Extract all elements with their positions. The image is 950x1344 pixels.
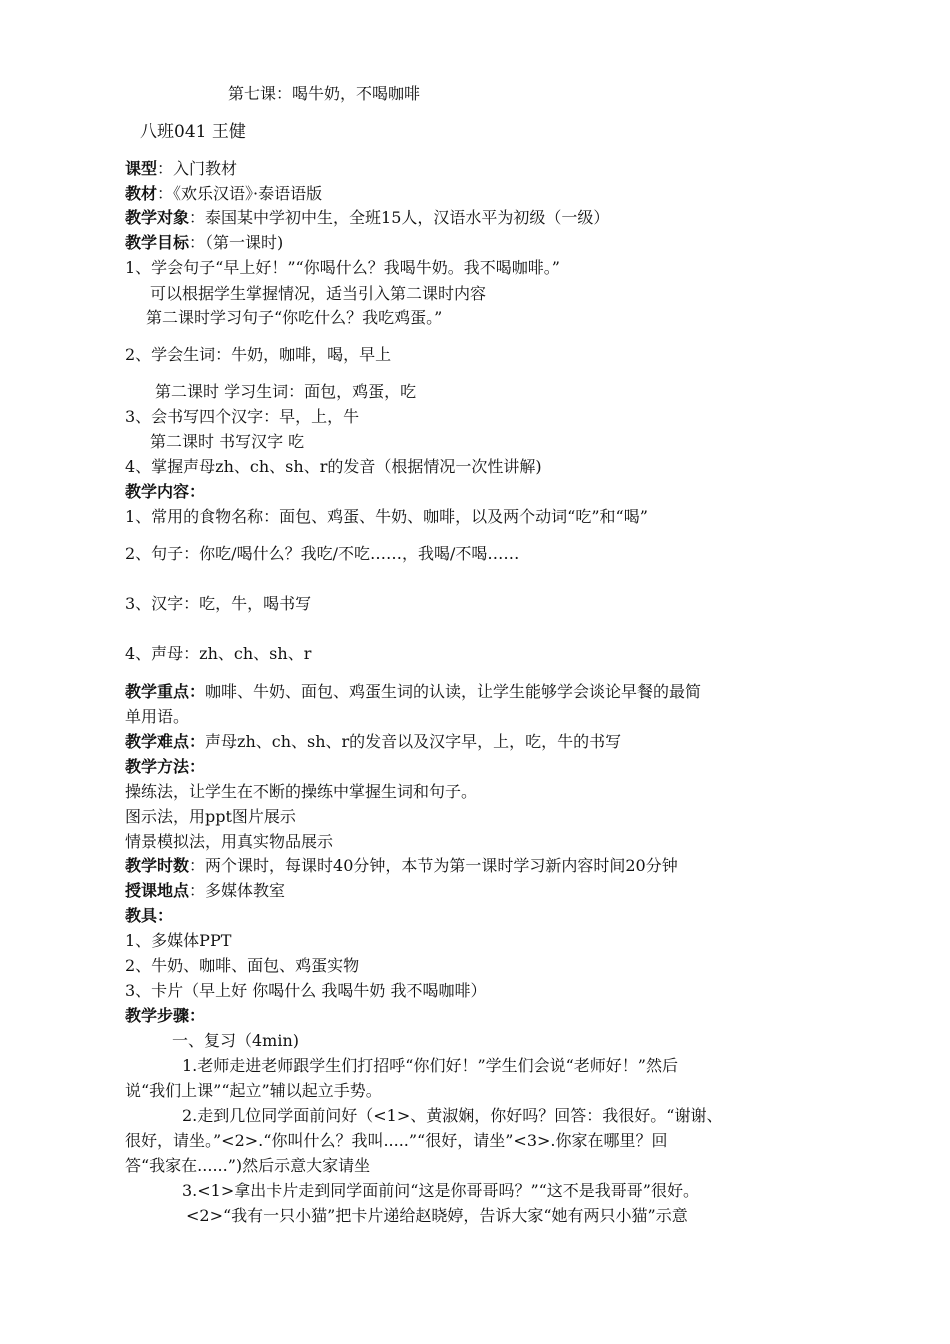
method-line: 情景模拟法，用真实物品展示 — [125, 832, 334, 851]
goal-line: 1、学会句子“早上好！”“你喝什么？我喝牛奶。我不喝咖啡。” — [125, 258, 560, 277]
steps-heading: 教学步骤： — [125, 1006, 206, 1025]
key-point-value: 咖啡、牛奶、面包、鸡蛋生词的认读，让学生能够学会谈论早餐的最简 — [205, 682, 702, 701]
goal-line: 第二课时 书写汉字 吃 — [150, 432, 305, 451]
step-line: 2.走到几位同学面前问好（<1>、黄淑娴，你好吗？回答：我很好。“谢谢、 — [182, 1106, 723, 1125]
meta-material — [125, 183, 322, 205]
teaching-hours — [125, 855, 678, 877]
step-line: 1.老师走进老师跟学生们打招呼“你们好！”学生们会说“老师好！”然后 — [182, 1056, 678, 1075]
method-heading: 教学方法： — [125, 757, 206, 776]
lesson-title: 第七课：喝牛奶，不喝咖啡 — [228, 84, 421, 103]
goal-line: 3、会书写四个汉字：早，上，牛 — [125, 407, 360, 426]
teaching-hours-value: ：两个课时，每课时40分钟，本节为第一课时学习新内容时间20分钟 — [189, 856, 678, 875]
content-line: 3、汉字：吃，牛，喝书写 — [125, 594, 312, 613]
meta-type — [125, 158, 237, 180]
content-line: 4、声母：zh、ch、sh、r — [125, 644, 312, 663]
tools-heading: 教具： — [125, 906, 174, 925]
step-line: 说“我们上课”“起立”辅以起立手势。 — [125, 1081, 382, 1100]
step-line: 答“我家在......”)然后示意大家请坐 — [125, 1156, 371, 1175]
tool-line: 2、牛奶、咖啡、面包、鸡蛋实物 — [125, 956, 360, 975]
meta-audience-value: ：泰国某中学初中生，全班15人，汉语水平为初级（一级） — [189, 208, 610, 227]
key-point-label: 教学重点： — [125, 682, 206, 701]
tool-line: 1、多媒体PPT — [125, 931, 232, 950]
tool-line: 3、卡片（早上好 你喝什么 我喝牛奶 我不喝咖啡） — [125, 981, 487, 1000]
step-line: 很好，请坐。”<2>.“你叫什么？我叫.....”“很好，请坐”<3>.你家在哪里？回 — [125, 1131, 668, 1150]
key-point-continuation: 单用语。 — [125, 707, 190, 726]
step-line: 3.<1>拿出卡片走到同学面前问“这是你哥哥吗？”“这不是我哥哥”很好。 — [182, 1181, 699, 1200]
teaching-place-label: 授课地点 — [125, 881, 190, 900]
teaching-place — [125, 880, 285, 902]
teaching-place-value: ：多媒体教室 — [189, 881, 286, 900]
meta-goal — [125, 232, 283, 254]
difficulty-value: 声母zh、ch、sh、r的发音以及汉字早，上，吃，牛的书写 — [205, 732, 622, 751]
goal-line: 2、学会生词：牛奶，咖啡，喝，早上 — [125, 345, 392, 364]
meta-audience — [125, 207, 609, 229]
key-point — [125, 681, 701, 703]
author-line: 八班041 王健 — [140, 122, 246, 142]
steps-subheading: 一、复习（4min) — [172, 1031, 300, 1050]
difficulty-label: 教学难点： — [125, 732, 206, 751]
meta-material-label: 教材 — [125, 184, 158, 203]
goal-line: 第二课时 学习生词：面包，鸡蛋，吃 — [155, 382, 417, 401]
goal-line: 可以根据学生掌握情况，适当引入第二课时内容 — [150, 284, 487, 303]
meta-goal-label: 教学目标 — [125, 233, 190, 252]
content-line: 1、常用的食物名称：面包、鸡蛋、牛奶、咖啡，以及两个动词“吃”和“喝” — [125, 507, 648, 526]
meta-material-value: ：《欢乐汉语》·泰语语版 — [157, 184, 323, 203]
meta-type-label: 课型 — [125, 159, 158, 178]
teaching-hours-label: 教学时数 — [125, 856, 190, 875]
method-line: 操练法，让学生在不断的操练中掌握生词和句子。 — [125, 782, 478, 801]
step-line: <2>“我有一只小猫”把卡片递给赵晓婷，告诉大家“她有两只小猫”示意 — [186, 1206, 688, 1225]
content-heading: 教学内容： — [125, 482, 206, 501]
content-line: 2、句子：你吃/喝什么？我吃/不吃……，我喝/不喝…… — [125, 544, 520, 563]
goal-line: 4、掌握声母zh、ch、sh、r的发音（根据情况一次性讲解) — [125, 457, 542, 476]
difficulty — [125, 731, 621, 753]
meta-goal-value: ：（第一课时) — [189, 233, 284, 252]
meta-audience-label: 教学对象 — [125, 208, 190, 227]
method-line: 图示法，用ppt图片展示 — [125, 807, 296, 826]
meta-type-value: ：入门教材 — [157, 159, 238, 178]
goal-line: 第二课时学习句子“你吃什么？我吃鸡蛋。” — [146, 308, 443, 327]
